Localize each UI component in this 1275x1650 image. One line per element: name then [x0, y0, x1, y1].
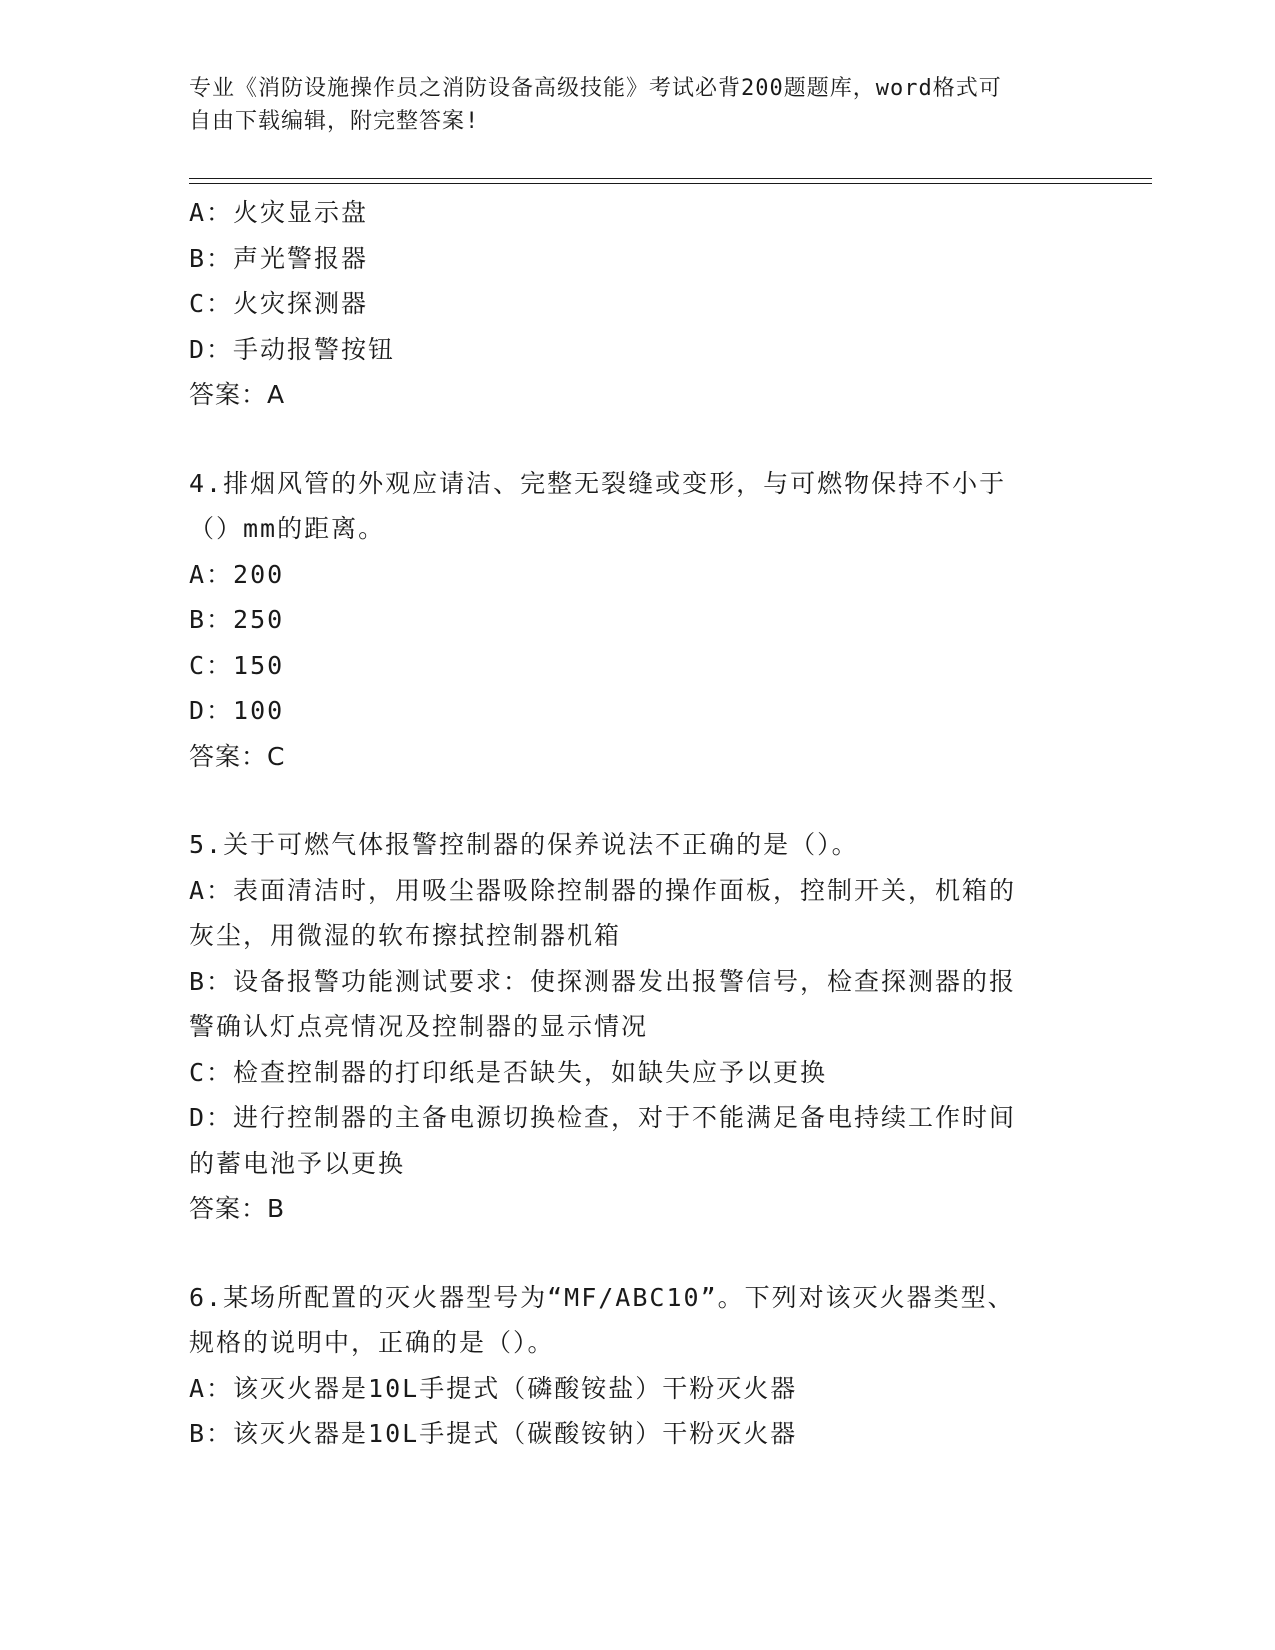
- header-divider-bottom: [189, 183, 1152, 184]
- spacer: [189, 418, 1089, 461]
- question-stem: 5.关于可燃气体报警控制器的保养说法不正确的是（）。: [189, 830, 859, 859]
- header-line-2: 自由下载编辑，附完整答案!: [189, 109, 480, 134]
- question-6: [189, 1275, 1089, 1457]
- option-d-continued: 的蓄电池予以更换: [189, 1148, 406, 1178]
- spacer: [189, 1232, 1089, 1275]
- option-a: A：该灭火器是10L手提式（磷酸铵盐）干粉灭火器: [189, 1373, 798, 1403]
- option-d: D：100: [189, 696, 285, 725]
- question-list: [189, 190, 1089, 1457]
- option-b: B：该灭火器是10L手提式（碳酸铵钠）干粉灭火器: [189, 1419, 798, 1448]
- question-5: [189, 822, 1089, 1232]
- option-a: A：表面清洁时，用吸尘器吸除控制器的操作面板，控制开关，机箱的: [189, 875, 1017, 905]
- option-d: D：手动报警按钮: [189, 334, 396, 364]
- question-stem: 4.排烟风管的外观应请洁、完整无裂缝或变形，与可燃物保持不小于: [189, 468, 1007, 498]
- option-b: B：声光警报器: [189, 243, 369, 273]
- header-line-1: 专业《消防设施操作员之消防设备高级技能》考试必背200题题库，word格式可: [189, 76, 1002, 101]
- question-stem: 6.某场所配置的灭火器型号为“MF/ABC10”。下列对该灭火器类型、: [189, 1282, 1015, 1312]
- question-stem-continued: 规格的说明中，正确的是（）。: [189, 1328, 555, 1357]
- header-divider-top: [189, 178, 1152, 179]
- option-c: C：检查控制器的打印纸是否缺失，如缺失应予以更换: [189, 1057, 828, 1087]
- answer: 答案：A: [189, 380, 286, 409]
- answer: 答案：C: [189, 741, 286, 771]
- option-b: B：250: [189, 605, 285, 634]
- option-b-continued: 警确认灯点亮情况及控制器的显示情况: [189, 1012, 649, 1041]
- answer: 答案：B: [189, 1194, 286, 1223]
- option-c: C：150: [189, 650, 285, 680]
- spacer: [189, 779, 1089, 822]
- option-b: B：设备报警功能测试要求：使探测器发出报警信号，检查探测器的报: [189, 966, 1017, 996]
- question-4: [189, 461, 1089, 780]
- question-stem-continued: （）mm的距离。: [189, 514, 386, 543]
- question-3: [189, 190, 1089, 418]
- option-d: D：进行控制器的主备电源切换检查，对于不能满足备电持续工作时间: [189, 1103, 1017, 1132]
- option-c: C：火灾探测器: [189, 289, 369, 318]
- option-a: A：火灾显示盘: [189, 198, 369, 227]
- option-a-continued: 灰尘，用微湿的软布擦拭控制器机箱: [189, 921, 622, 950]
- document-header: [189, 72, 1089, 138]
- option-a: A：200: [189, 559, 285, 589]
